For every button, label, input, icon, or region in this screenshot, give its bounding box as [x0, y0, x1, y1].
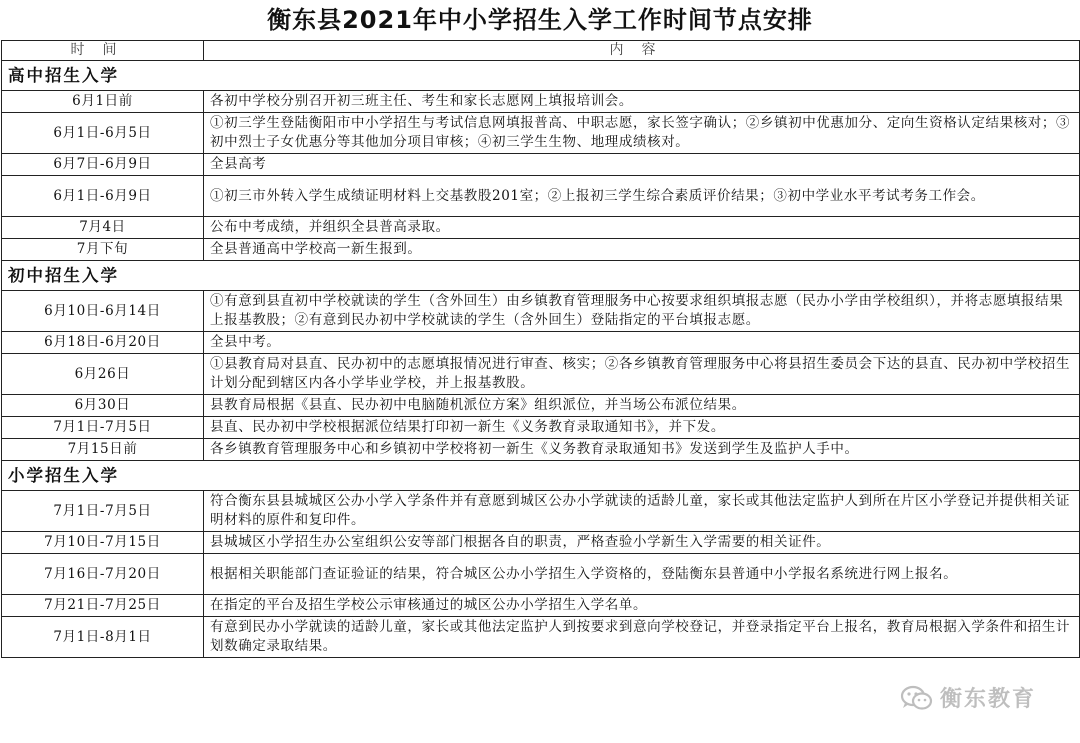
- time-cell: 6月30日: [2, 395, 204, 417]
- table-row: [2, 554, 1080, 595]
- content-column-header: 内容: [204, 41, 1080, 61]
- content-cell: ①初三市外转入学生成绩证明材料上交基教股201室；②上报初三学生综合素质评价结果；③初中学业水平考试考务工作会。: [204, 176, 1080, 217]
- section-title: 高中招生入学: [2, 61, 1080, 91]
- section-header: [2, 61, 1080, 91]
- table-row: [2, 532, 1080, 554]
- content-cell: ①有意到县直初中学校就读的学生（含外回生）由乡镇教育管理服务中心按要求组织填报志愿（民办小学由学校组织），并将志愿填报结果上报基教股；②有意到民办初中学校就读的学生（含外回生）登陆指定的平台填报志愿。: [204, 291, 1080, 332]
- table-header: [2, 41, 1080, 61]
- section-title: 初中招生入学: [2, 261, 1080, 291]
- table-row: [2, 617, 1080, 658]
- time-cell: 7月下旬: [2, 239, 204, 261]
- content-cell: 符合衡东县县城城区公办小学入学条件并有意愿到城区公办小学就读的适龄儿童，家长或其他法定监护人到所在片区小学登记并提供相关证明材料的原件和复印件。: [204, 491, 1080, 532]
- time-cell: 7月16日-7月20日: [2, 554, 204, 595]
- time-cell: 7月21日-7月25日: [2, 595, 204, 617]
- time-cell: 6月1日-6月9日: [2, 176, 204, 217]
- content-cell: 县教育局根据《县直、民办初中电脑随机派位方案》组织派位，并当场公布派位结果。: [204, 395, 1080, 417]
- section-header: [2, 261, 1080, 291]
- table-row: [2, 332, 1080, 354]
- table-row: [2, 595, 1080, 617]
- content-cell: 各乡镇教育管理服务中心和乡镇初中学校将初一新生《义务教育录取通知书》发送到学生及监护人手中。: [204, 439, 1080, 461]
- time-cell: 6月7日-6月9日: [2, 154, 204, 176]
- schedule-table: [1, 40, 1080, 658]
- page-title: 衡东县2021年中小学招生入学工作时间节点安排: [267, 6, 813, 34]
- time-cell: 7月4日: [2, 217, 204, 239]
- content-cell: 县城城区小学招生办公室组织公安等部门根据各自的职责，严格查验小学新生入学需要的相关证件。: [204, 532, 1080, 554]
- content-cell: 县直、民办初中学校根据派位结果打印初一新生《义务教育录取通知书》，并下发。: [204, 417, 1080, 439]
- time-cell: 7月1日-7月5日: [2, 417, 204, 439]
- content-cell: 有意到民办小学就读的适龄儿童，家长或其他法定监护人到按要求到意向学校登记，并登录指定平台上报名，教育局根据入学条件和招生计划数确定录取结果。: [204, 617, 1080, 658]
- table-row: [2, 217, 1080, 239]
- table-row: [2, 354, 1080, 395]
- content-cell: 全县中考。: [204, 332, 1080, 354]
- content-cell: 公布中考成绩，并组织全县普高录取。: [204, 217, 1080, 239]
- content-cell: 各初中学校分别召开初三班主任、考生和家长志愿网上填报培训会。: [204, 91, 1080, 113]
- content-cell: 全县普通高中学校高一新生报到。: [204, 239, 1080, 261]
- time-cell: 6月26日: [2, 354, 204, 395]
- time-cell: 7月1日-7月5日: [2, 491, 204, 532]
- table-row: [2, 439, 1080, 461]
- table-row: [2, 176, 1080, 217]
- time-cell: 7月15日前: [2, 439, 204, 461]
- time-cell: 6月1日前: [2, 91, 204, 113]
- content-cell: 根据相关职能部门查证验证的结果，符合城区公办小学招生入学资格的，登陆衡东县普通中小学报名系统进行网上报名。: [204, 554, 1080, 595]
- table-row: [2, 239, 1080, 261]
- content-cell: 在指定的平台及招生学校公示审核通过的城区公办小学招生入学名单。: [204, 595, 1080, 617]
- table-row: [2, 113, 1080, 154]
- table-row: [2, 154, 1080, 176]
- time-cell: 6月1日-6月5日: [2, 113, 204, 154]
- wechat-icon: [900, 684, 934, 712]
- time-cell: 6月18日-6月20日: [2, 332, 204, 354]
- section-header: [2, 461, 1080, 491]
- table-row: [2, 91, 1080, 113]
- table-row: [2, 291, 1080, 332]
- time-cell: 7月1日-8月1日: [2, 617, 204, 658]
- content-cell: 全县高考: [204, 154, 1080, 176]
- content-cell: ①县教育局对县直、民办初中的志愿填报情况进行审查、核实；②各乡镇教育管理服务中心将县招生委员会下达的县直、民办初中学校招生计划分配到辖区内各小学毕业学校，并上报基教股。: [204, 354, 1080, 395]
- watermark-text: 衡东教育: [940, 687, 1037, 712]
- time-cell: 6月10日-6月14日: [2, 291, 204, 332]
- section-title: 小学招生入学: [2, 461, 1080, 491]
- table-row: [2, 395, 1080, 417]
- time-cell: 7月10日-7月15日: [2, 532, 204, 554]
- content-cell: ①初三学生登陆衡阳市中小学招生与考试信息网填报普高、中职志愿，家长签字确认；②乡镇初中优惠加分、定向生资格认定结果核对；③初中烈士子女优惠分等其他加分项目审核；④初三学生生物、地理成绩核对。: [204, 113, 1080, 154]
- watermark: [900, 682, 1036, 713]
- time-column-header: 时间: [2, 41, 204, 61]
- table-row: [2, 417, 1080, 439]
- table-row: [2, 491, 1080, 532]
